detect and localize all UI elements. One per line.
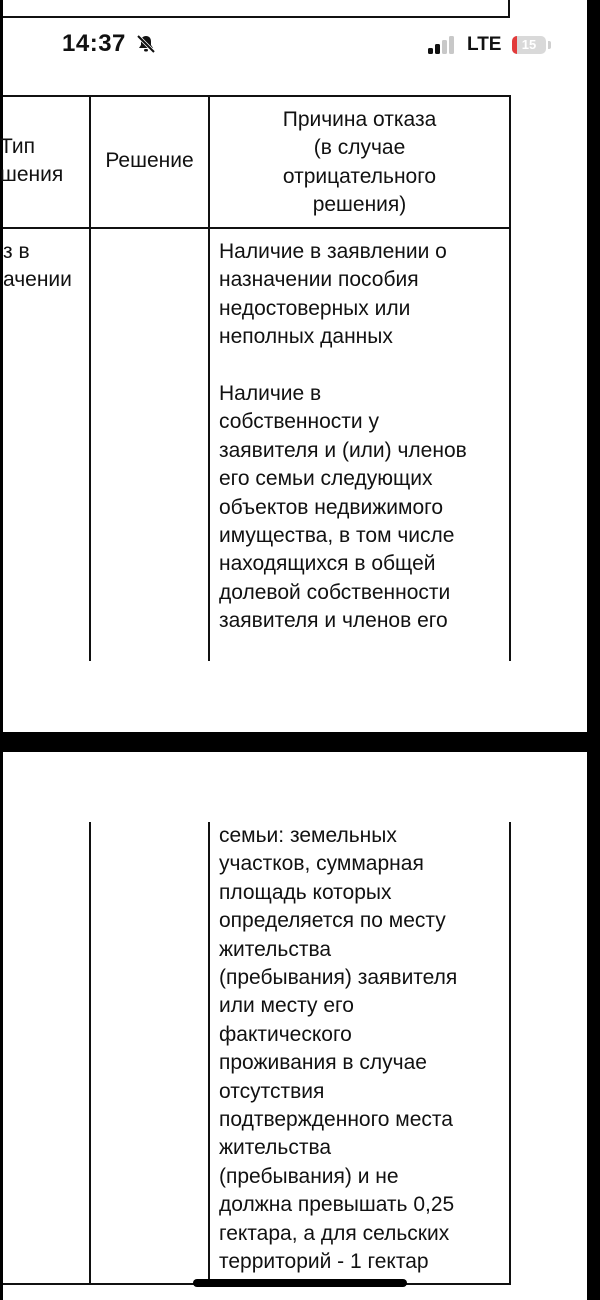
- col-divider-1: [89, 95, 91, 661]
- bell-slash-icon: [136, 34, 156, 59]
- header-decision: Решение: [105, 149, 194, 172]
- row-type-partial: з в ачении: [3, 240, 72, 292]
- row-reason-top: Наличие в заявлении о назначении пособия недостоверных или неполных данных Наличие в собственности у заявителя и (или) членов его семьи следующих объектов недвижимого имущества, в том числе находящихся в общей долевой собственности заявителя и членов его: [219, 240, 467, 633]
- header-reason: Причина отказа (в случае отрицательного решения): [282, 108, 437, 217]
- col-divider-2-cont: [208, 822, 210, 1285]
- network-type: LTE: [467, 34, 502, 55]
- table-right-border: [509, 95, 511, 661]
- table-top-border: [3, 95, 511, 97]
- status-time: 14:37: [62, 30, 126, 57]
- battery-tip: [548, 41, 551, 49]
- cellular-signal-icon: [428, 36, 458, 59]
- header-bottom-border: [3, 227, 511, 229]
- home-indicator[interactable]: [193, 1279, 407, 1287]
- status-bar: [0, 0, 600, 90]
- battery-icon: [512, 36, 546, 54]
- col-divider-1-cont: [89, 822, 91, 1285]
- header-type-partial: Тип шения: [0, 135, 64, 187]
- table-right-border-cont: [509, 822, 511, 1285]
- battery-percent: 15: [521, 37, 537, 52]
- row-reason-bottom: семьи: земельных участков, суммарная площадь которых определяется по месту жительства (пребывания) заявителя или месту его фактического проживания в случае отсутствия подтвержденного места жительства (пребывания) и не должна превышать 0,25 гектара, а для сельских территорий - 1 гектар: [219, 824, 458, 1274]
